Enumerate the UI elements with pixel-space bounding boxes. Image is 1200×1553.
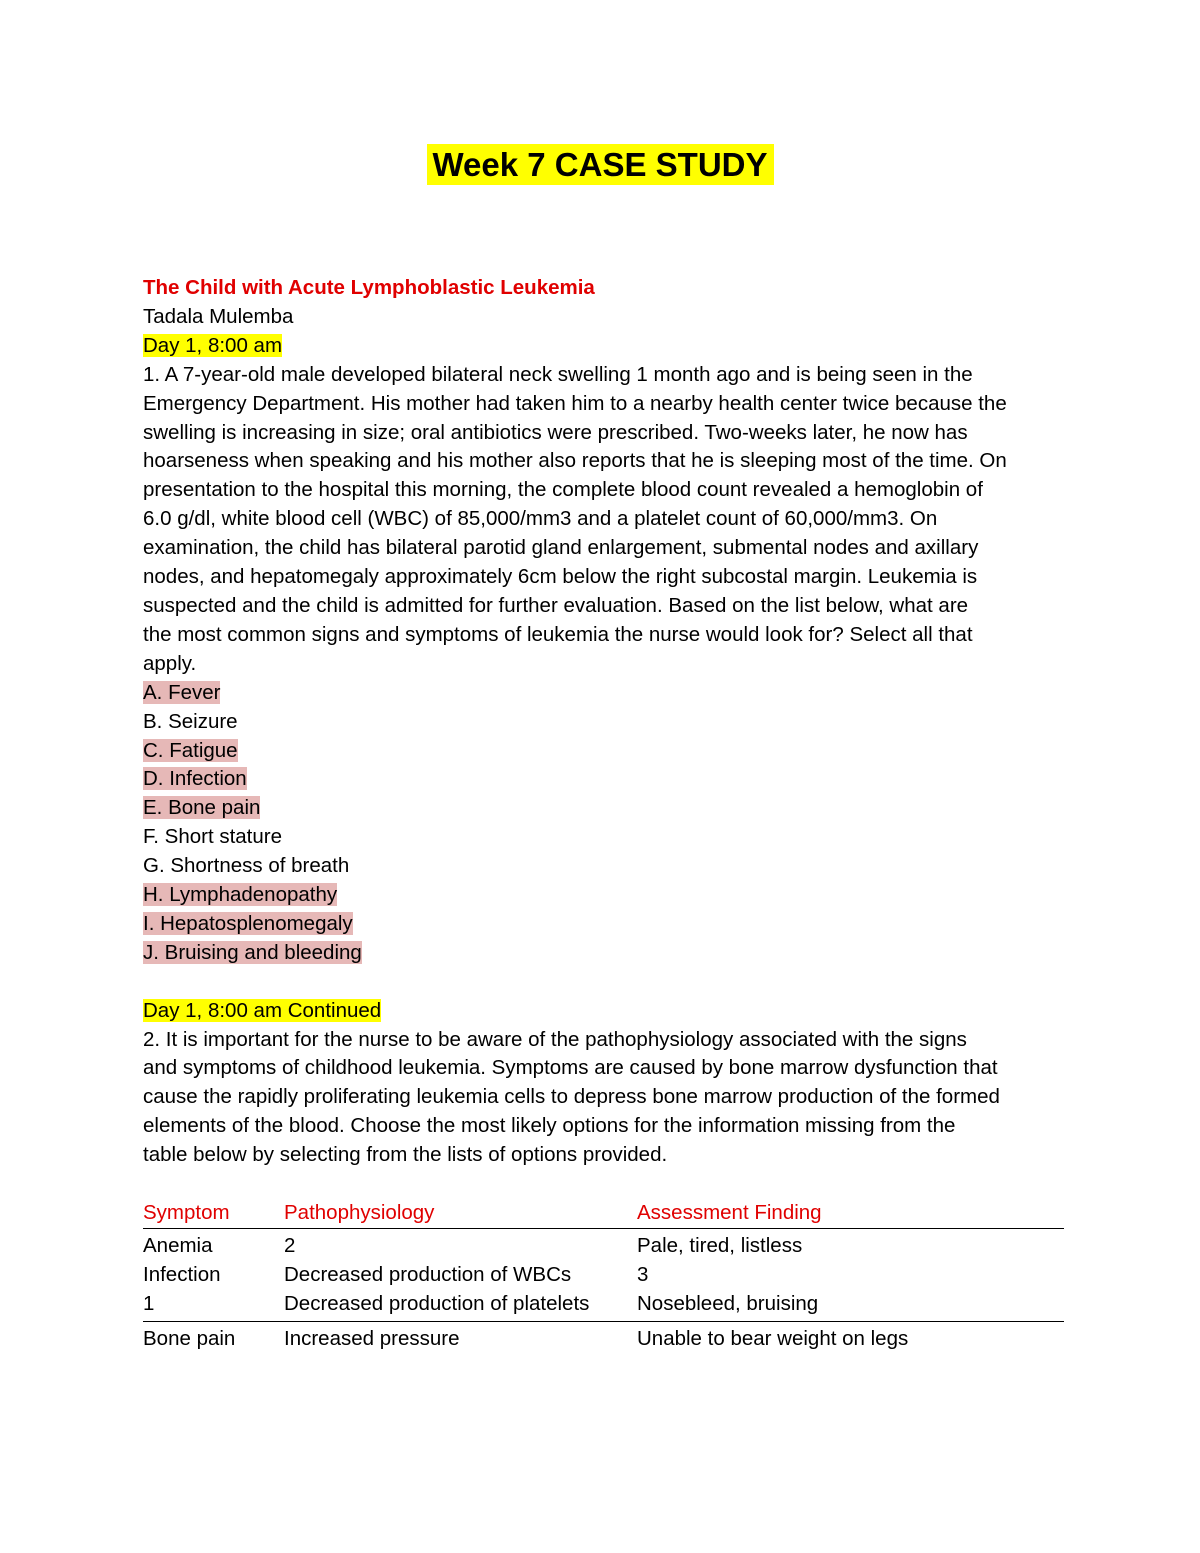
table-cell: Decreased production of platelets [284, 1290, 637, 1322]
table-row [143, 1322, 1064, 1355]
answer-option-text: B. Seizure [143, 709, 238, 733]
case-title: The Child with Acute Lymphoblastic Leukemia [143, 276, 595, 299]
answer-option-text: A. Fever [143, 680, 221, 704]
question-line: suspected and the child is admitted for further evaluation. Based on the list below, what are [143, 593, 969, 617]
question-line: swelling is increasing in size; oral antibiotics were prescribed. Two-weeks later, he now has [143, 420, 968, 444]
answer-option-text: J. Bruising and bleeding [143, 940, 362, 964]
spacer [143, 968, 1073, 997]
question-line: Emergency Department. His mother had taken him to a nearby health center twice because the [143, 391, 1007, 415]
pathophysiology-table [143, 1198, 1064, 1354]
question-line: elements of the blood. Choose the most likely options for the information missing from the [143, 1114, 956, 1138]
question-line: and symptoms of childhood leukemia. Symptoms are caused by bone marrow dysfunction that [143, 1056, 998, 1080]
answer-option [143, 910, 1073, 939]
question-line: cause the rapidly proliferating leukemia cells to depress bone marrow production of the formed [143, 1085, 1000, 1109]
answer-option [143, 679, 1073, 708]
answer-option [143, 708, 1073, 737]
document-title-text: Week 7 CASE STUDY [427, 144, 774, 185]
author-name: Tadala Mulemba [143, 304, 294, 328]
table-cell: Decreased production of WBCs [284, 1263, 572, 1287]
document-body [143, 274, 1073, 1354]
table-header-cell: Assessment Finding [637, 1198, 1064, 1229]
section2-question [143, 1026, 1073, 1171]
table-cell: Nosebleed, bruising [637, 1290, 1064, 1322]
table-cell: Unable to bear weight on legs [637, 1327, 909, 1351]
question-line: presentation to the hospital this morning, the complete blood count revealed a hemoglobin of [143, 478, 983, 502]
spacer [143, 1170, 1073, 1198]
question-line: table below by selecting from the lists of options provided. [143, 1143, 668, 1167]
table-header-cell: Symptom [143, 1198, 284, 1229]
question-line: hoarseness when speaking and his mother also reports that he is sleeping most of the time. On [143, 449, 1007, 473]
table-cell: Infection [143, 1263, 221, 1287]
table-header-row [143, 1198, 1064, 1229]
table-cell: Bone pain [143, 1327, 236, 1351]
question-line: the most common signs and symptoms of leukemia the nurse would look for? Select all that [143, 622, 973, 646]
answer-options [143, 679, 1073, 968]
answer-option-text: G. Shortness of breath [143, 854, 350, 878]
question-line: 1. A 7-year-old male developed bilateral neck swelling 1 month ago and is being seen in the [143, 362, 973, 386]
answer-option-text: F. Short stature [143, 825, 283, 849]
table-row [143, 1290, 1064, 1322]
question-line: 6.0 g/dl, white blood cell (WBC) of 85,000/mm3 and a platelet count of 60,000/mm3. On [143, 507, 938, 531]
question-line: 2. It is important for the nurse to be aware of the pathophysiology associated with the signs [143, 1027, 967, 1051]
table-cell: Increased pressure [284, 1327, 460, 1351]
table-cell: Anemia [143, 1234, 213, 1258]
answer-option [143, 794, 1073, 823]
section2-heading-line [143, 997, 1073, 1026]
answer-option-text: E. Bone pain [143, 796, 261, 820]
answer-option [143, 852, 1073, 881]
table-cell: 3 [637, 1263, 649, 1287]
question-line: examination, the child has bilateral parotid gland enlargement, submental nodes and axillary [143, 536, 979, 560]
table-cell: 1 [143, 1290, 284, 1322]
answer-option [143, 765, 1073, 794]
table-row [143, 1261, 1064, 1290]
answer-option-text: H. Lymphadenopathy [143, 883, 338, 907]
answer-option-text: I. Hepatosplenomegaly [143, 911, 353, 935]
section1-heading: Day 1, 8:00 am [143, 333, 283, 357]
answer-option [143, 823, 1073, 852]
answer-option [143, 737, 1073, 766]
section1-question [143, 361, 1073, 679]
table-row [143, 1229, 1064, 1262]
question-line: apply. [143, 651, 197, 675]
answer-option-text: C. Fatigue [143, 738, 238, 762]
section2-heading: Day 1, 8:00 am Continued [143, 998, 382, 1022]
document-title [0, 140, 1200, 190]
answer-option [143, 881, 1073, 910]
table-cell: 2 [284, 1234, 296, 1258]
question-line: nodes, and hepatomegaly approximately 6cm below the right subcostal margin. Leukemia is [143, 565, 978, 589]
answer-option [143, 939, 1073, 968]
section1-heading-line [143, 332, 1073, 361]
table-header-cell: Pathophysiology [284, 1198, 637, 1229]
table-cell: Pale, tired, listless [637, 1234, 803, 1258]
answer-option-text: D. Infection [143, 767, 247, 791]
